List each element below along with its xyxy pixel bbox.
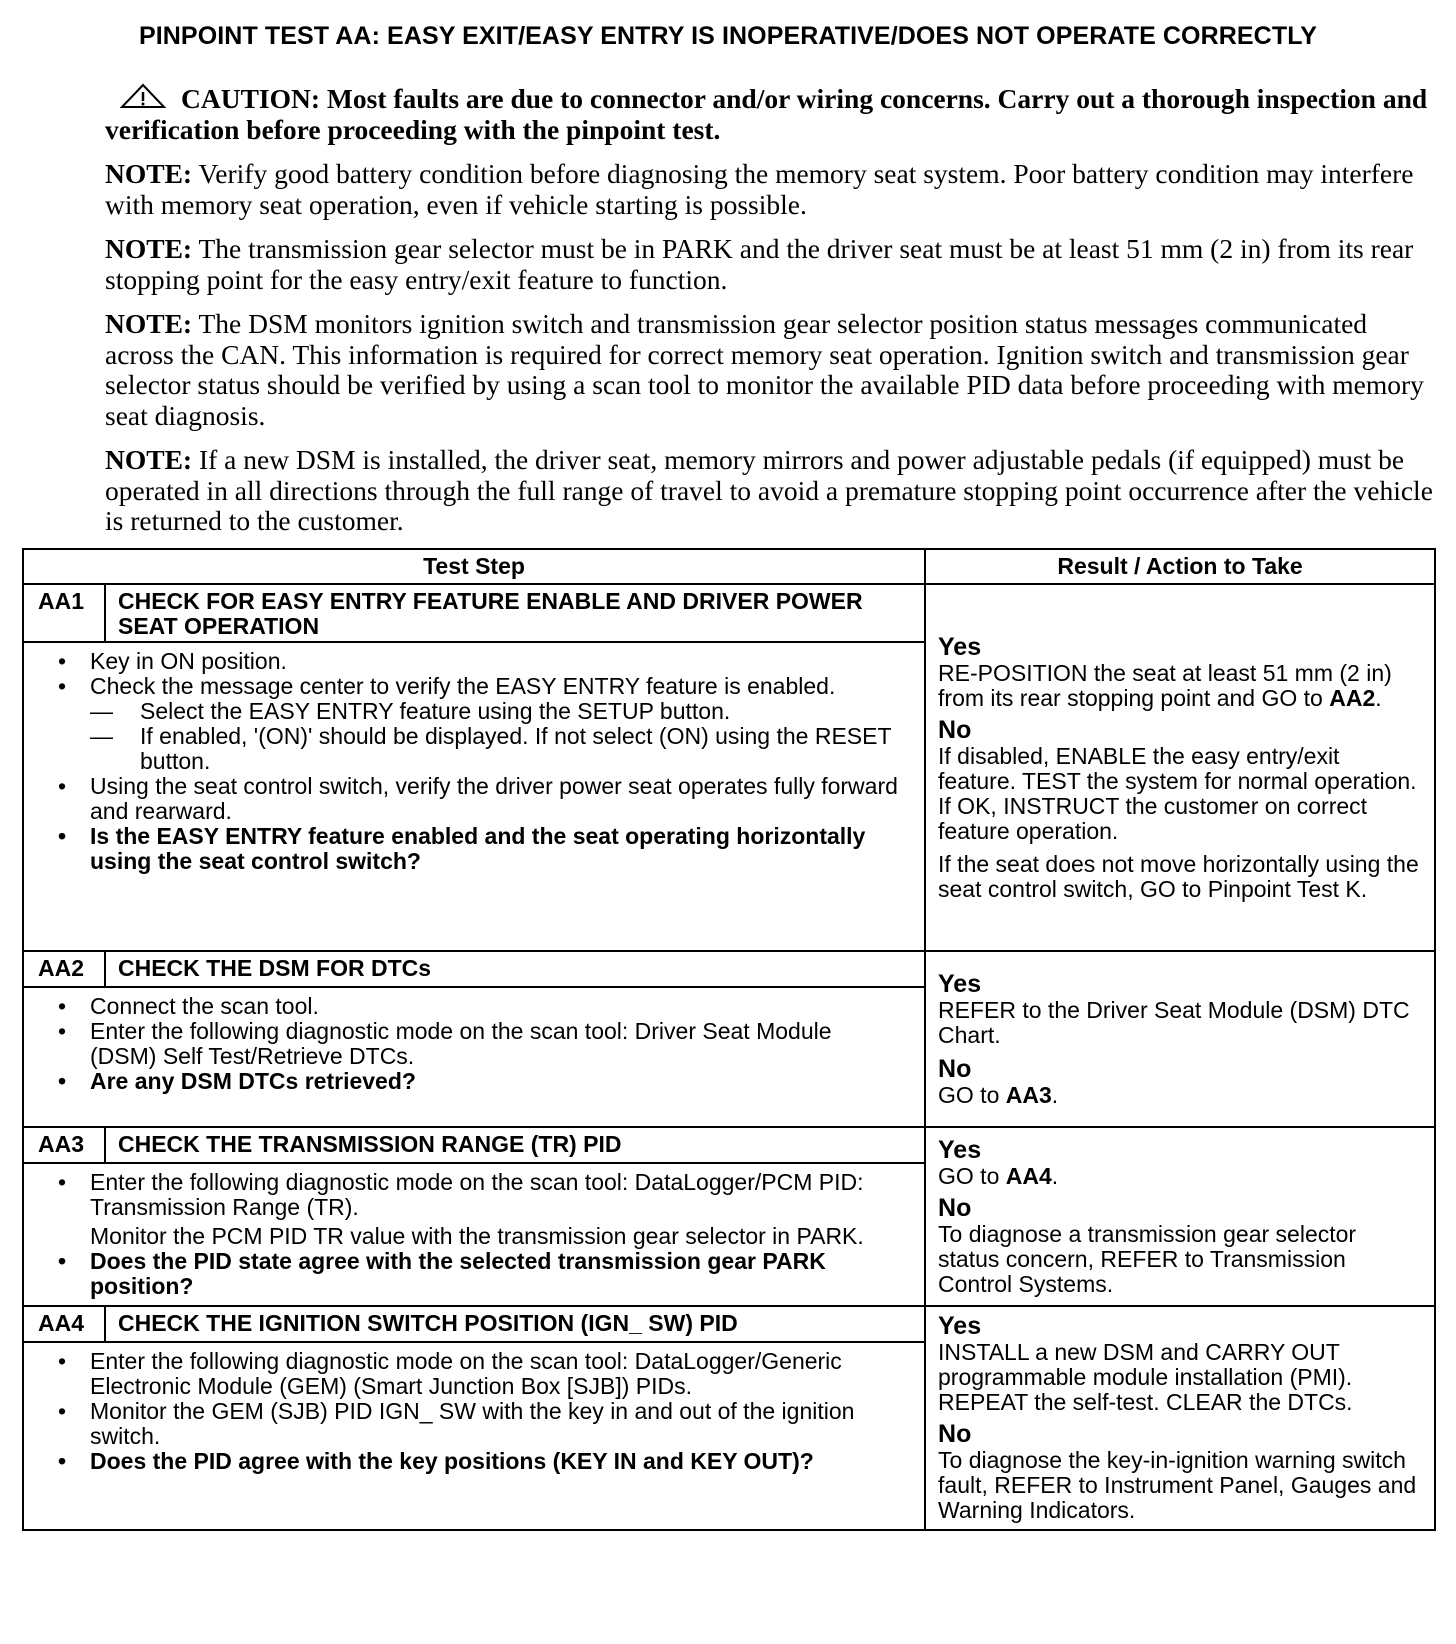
caution-text: CAUTION: Most faults are due to connector and/or wiring concerns. Carry out a thorough inspection and verification before proceeding with the pinpoint test. (105, 83, 1428, 145)
no-action: If disabled, ENABLE the easy entry/exit feature. TEST the system for normal operation. If OK, INSTRUCT the customer on correct feature operation. (938, 742, 1417, 844)
step-bullet: • Check the message center to verify the EASY ENTRY feature is enabled. — Select the EASY ENTRY feature using the SETUP button. — If enabled, '(ON)' should be displayed. If not select (ON) using the RESET button. (54, 674, 904, 774)
yes-action: INSTALL a new DSM and CARRY OUT programmable module installation (PMI). REPEAT the self-test. CLEAR the DTCs. (938, 1339, 1353, 1415)
step-bullet: • Enter the following diagnostic mode on the scan tool: Driver Seat Module (DSM) Self Test/Retrieve DTCs. (54, 1019, 904, 1069)
yes-action: REFER to the Driver Seat Module (DSM) DTC Chart. (938, 996, 1410, 1048)
step-body (23, 987, 925, 1127)
step-sub-item: — Select the EASY ENTRY feature using the SETUP button. (90, 699, 904, 724)
caution-paragraph (105, 82, 1435, 145)
step-bullet: • Enter the following diagnostic mode on the scan tool: DataLogger/PCM PID: Transmission Range (TR). Monitor the PCM PID TR value with the transmission gear selector in PARK. (54, 1170, 904, 1249)
step-bullet: • Enter the following diagnostic mode on the scan tool: DataLogger/Generic Electronic Module (GEM) (Smart Junction Box [SJB]) PIDs. (54, 1349, 904, 1399)
step-bullet: • Using the seat control switch, verify the driver power seat operates fully forward and rearward. (54, 774, 904, 824)
yes-label: Yes (938, 969, 982, 998)
step-reference: AA3 (1005, 1081, 1052, 1108)
note-label: NOTE: (105, 233, 193, 264)
yes-label: Yes (938, 632, 982, 661)
step-result (925, 1306, 1435, 1530)
no-label: No (938, 1193, 972, 1222)
no-action: To diagnose a transmission gear selector status concern, REFER to Transmission Control Systems. (938, 1220, 1357, 1297)
no-action: If the seat does not move horizontally using the seat control switch, GO to Pinpoint Test K. (938, 850, 1419, 902)
step-bullet: • Key in ON position. (54, 649, 904, 674)
yes-label: Yes (938, 1312, 982, 1340)
note-text: The DSM monitors ignition switch and transmission gear selector position status messages communicated across the CAN. This information is required for correct memory seat operation. Ignition switch and transmission gear selector status should be verified by using a scan tool to monitor the available PID data before proceeding with memory seat diagnosis. (105, 308, 1424, 431)
step-title-row (23, 584, 1435, 642)
note-paragraph (105, 445, 1435, 537)
step-bullet: • Monitor the GEM (SJB) PID IGN_ SW with the key in and out of the ignition switch. (54, 1399, 904, 1449)
note-paragraph (105, 234, 1435, 295)
step-title-row (23, 951, 1435, 987)
no-label: No (938, 715, 972, 744)
note-text: The transmission gear selector must be in PARK and the driver seat must be at least 51 mm (2 in) from its rear stopping point for the easy entry/exit feature to function. (105, 233, 1414, 295)
no-label: No (938, 1420, 972, 1448)
step-title: CHECK THE TRANSMISSION RANGE (TR) PID (105, 1127, 925, 1163)
step-bullet: • Connect the scan tool. (54, 994, 904, 1019)
step-question: • Are any DSM DTCs retrieved? (54, 1069, 904, 1094)
no-action: GO to AA3. (938, 1081, 1059, 1108)
step-title: CHECK THE DSM FOR DTCs (105, 951, 925, 987)
no-label: No (938, 1054, 972, 1083)
step-result (925, 584, 1435, 951)
no-action: To diagnose the key-in-ignition warning switch fault, REFER to Instrument Panel, Gauges and Warning Indicators. (938, 1447, 1417, 1523)
step-title-row (23, 1127, 1435, 1163)
page-title: PINPOINT TEST AA: EASY EXIT/EASY ENTRY IS INOPERATIVE/DOES NOT OPERATE CORRECTLY (138, 22, 1318, 50)
step-reference: AA2 (1329, 684, 1376, 711)
yes-action: RE-POSITION the seat at least 51 mm (2 in) from its rear stopping point and GO to AA2. (938, 659, 1392, 711)
note-paragraph (105, 159, 1435, 220)
step-question: • Is the EASY ENTRY feature enabled and the seat operating horizontally using the seat control switch? (54, 824, 904, 874)
step-id: AA1 (23, 584, 105, 642)
yes-label: Yes (938, 1135, 982, 1164)
step-body (23, 1163, 925, 1306)
warning-triangle-icon (119, 82, 167, 110)
test-steps-table (22, 548, 1436, 1531)
step-result (925, 951, 1435, 1127)
note-label: NOTE: (105, 158, 193, 189)
step-question: • Does the PID agree with the key positions (KEY IN and KEY OUT)? (54, 1449, 904, 1474)
yes-action: GO to AA4. (938, 1162, 1059, 1189)
note-text: If a new DSM is installed, the driver seat, memory mirrors and power adjustable pedals (if equipped) must be operated in all directions through the full range of travel to avoid a premature stopping point occurrence after the vehicle is returned to the customer. (105, 444, 1433, 536)
step-reference: AA4 (1005, 1162, 1052, 1189)
step-detail-text: Monitor the PCM PID TR value with the transmission gear selector in PARK. (90, 1223, 864, 1249)
step-sub-item: — If enabled, '(ON)' should be displayed. If not select (ON) using the RESET button. (90, 724, 904, 774)
note-label: NOTE: (105, 444, 193, 475)
note-label: NOTE: (105, 308, 193, 339)
header-result-action: Result / Action to Take (925, 549, 1435, 584)
step-question: • Does the PID state agree with the selected transmission gear PARK position? (54, 1249, 904, 1299)
step-title: CHECK FOR EASY ENTRY FEATURE ENABLE AND DRIVER POWER SEAT OPERATION (105, 584, 925, 642)
step-result (925, 1127, 1435, 1306)
note-paragraph (105, 309, 1435, 431)
step-title-row (23, 1306, 1435, 1342)
table-header-row (23, 549, 1435, 584)
step-body (23, 642, 925, 951)
header-test-step: Test Step (23, 549, 925, 584)
note-text: Verify good battery condition before diagnosing the memory seat system. Poor battery condition may interfere with memory seat operation, even if vehicle starting is possible. (105, 158, 1414, 220)
step-id: AA4 (23, 1306, 105, 1342)
step-id: AA2 (23, 951, 105, 987)
intro-section (105, 82, 1435, 551)
step-body (23, 1342, 925, 1530)
step-title: CHECK THE IGNITION SWITCH POSITION (IGN_ SW) PID (105, 1306, 925, 1342)
step-id: AA3 (23, 1127, 105, 1163)
